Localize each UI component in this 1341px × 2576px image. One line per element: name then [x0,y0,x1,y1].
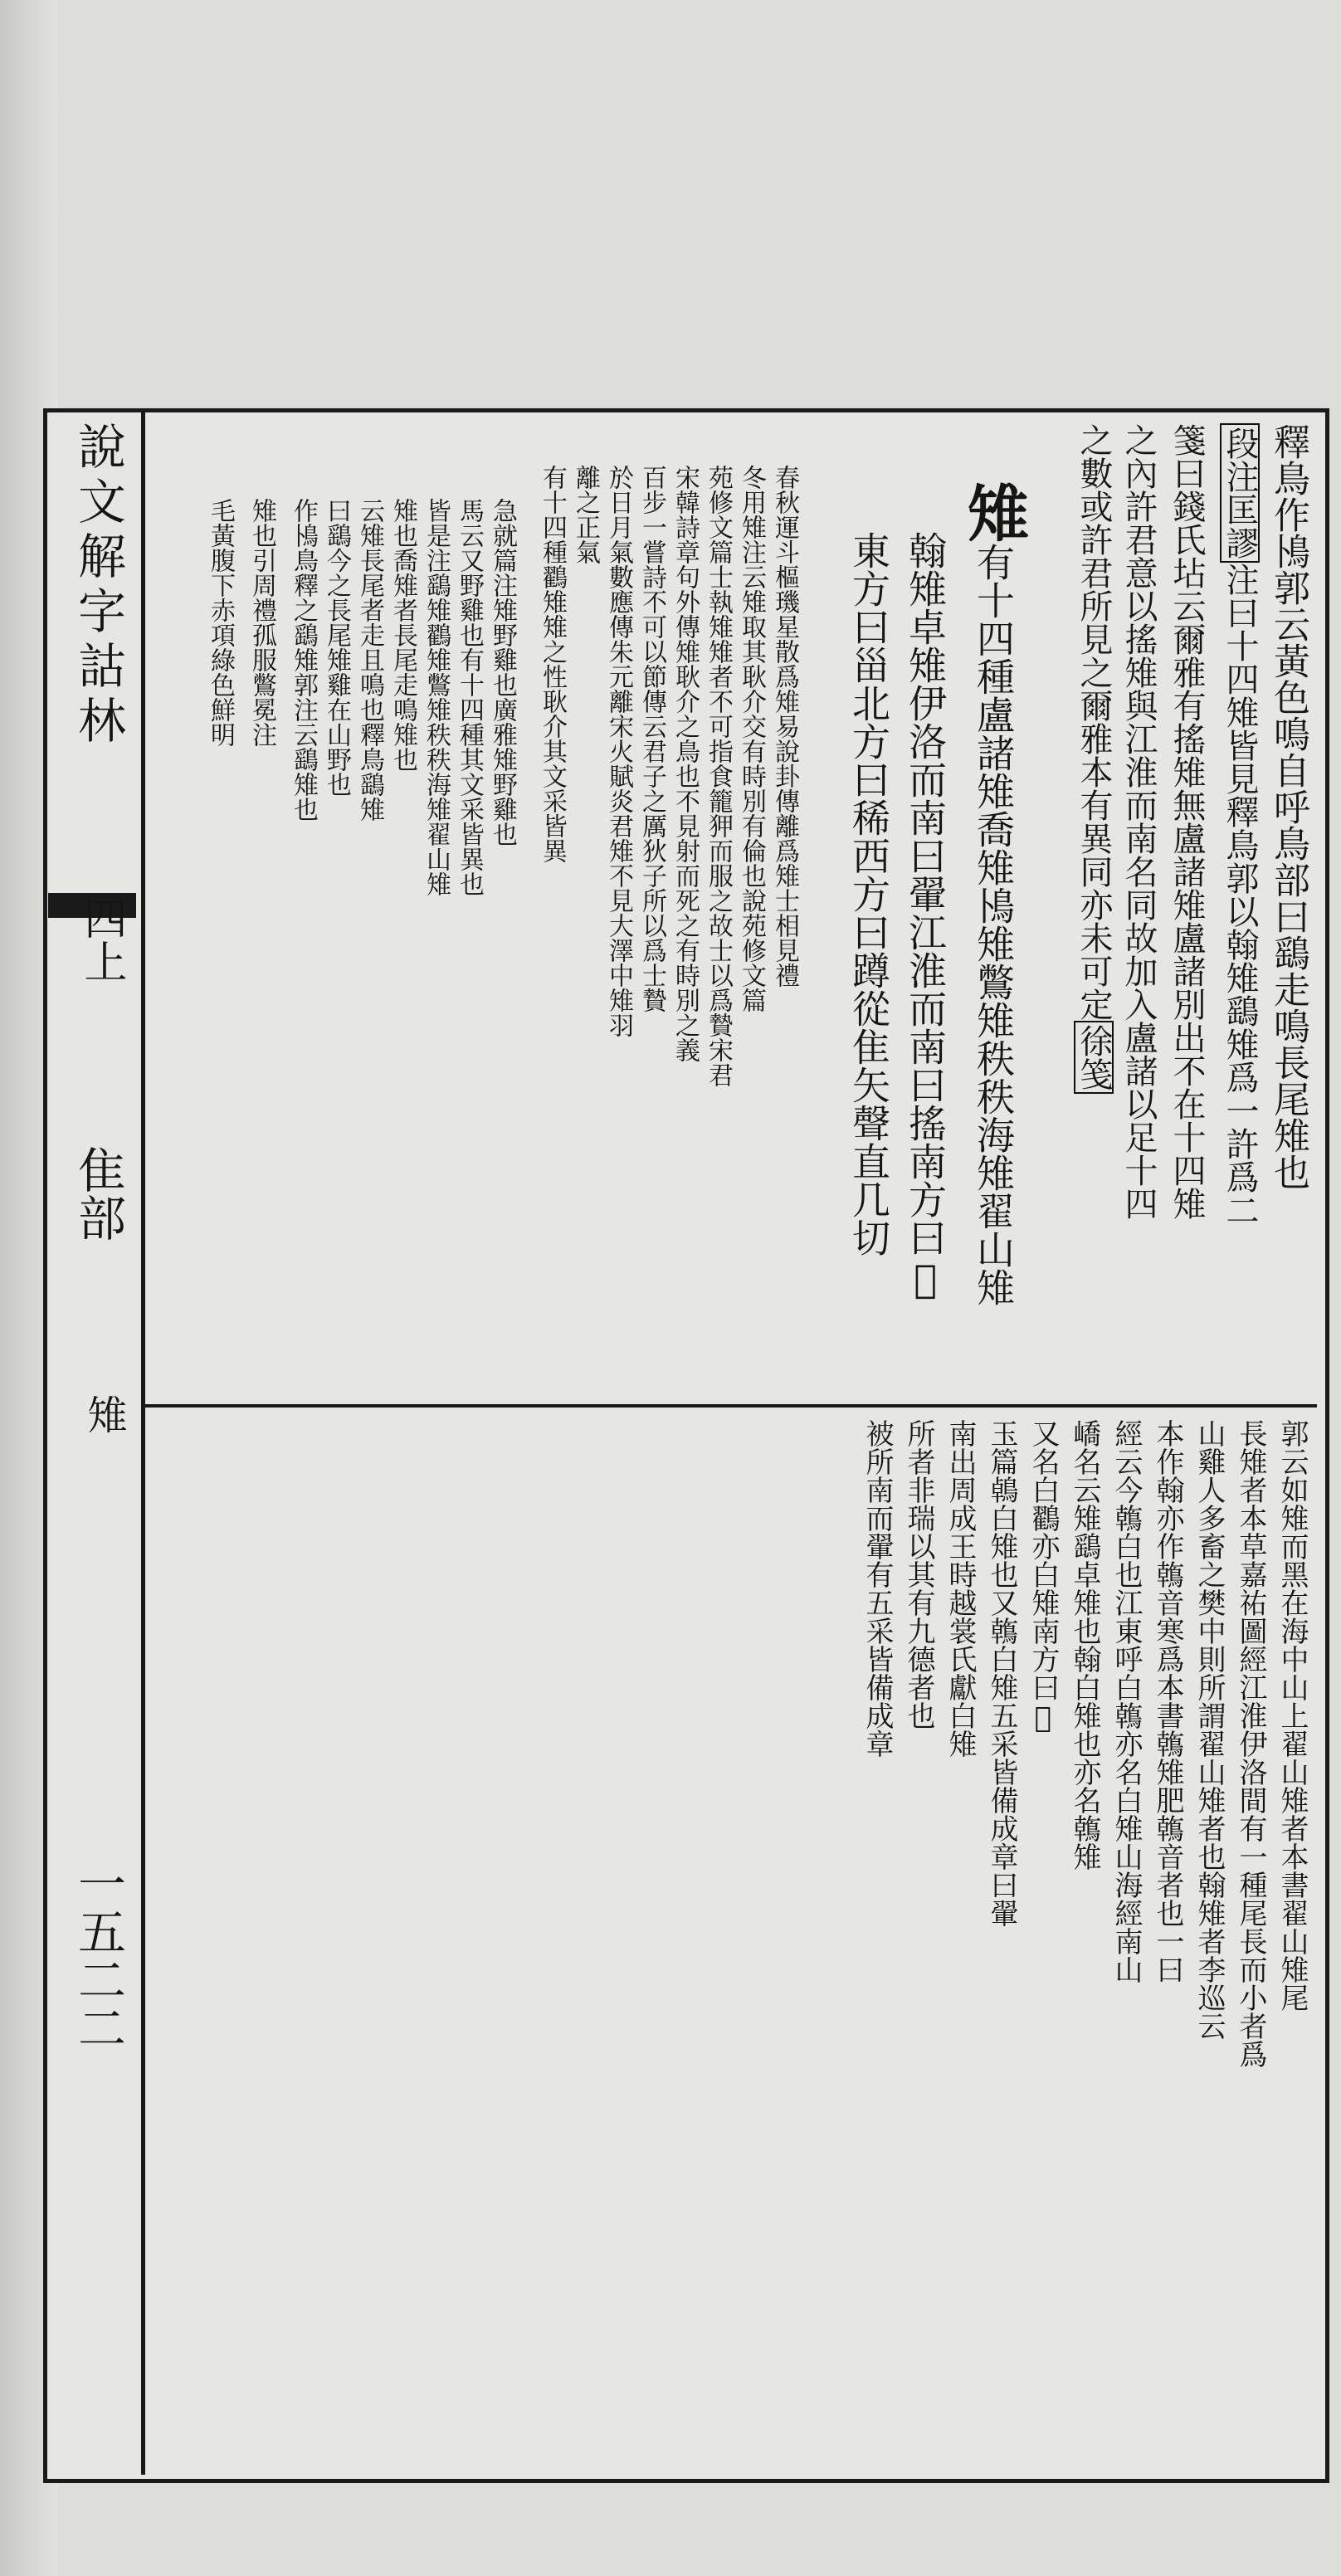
radical-label: 隹部 [70,1145,126,1242]
entry-character: 雉 [80,1394,127,1434]
text-column: 玉篇鵫白雉也又鶾白雉五采皆備成章曰翬 [985,1419,1018,1927]
text-column: 山雞人多畜之樊中則所謂翟山雉者也翰雉者李巡云 [1192,1419,1226,2040]
headword-column: 翰雉卓雉伊洛而南曰翬江淮而南曰搖南方曰𠡠 [903,531,948,1301]
commentary-column: 云雉長尾者走且鳴也釋鳥鷂雉 [355,498,384,822]
text-column: 郭云如雉而黑在海中山上翟山雉者本書翟山雉尾 [1275,1419,1309,2012]
commentary-column: 冬用雉注云雉取其耿介交有時別有倫也說苑修文篇 [737,465,766,1012]
text-column: 嶠名云雉鷂卓雉也翰白雉也亦名鶾雉 [1068,1419,1101,1871]
text-column: 南出周成王時越裳氏獻白雉 [944,1419,977,1758]
commentary-column: 曰鷂今之長尾雉雞在山野也 [322,498,351,797]
text-column: 之內許君意以搖雉與江淮而南名同故加入盧諸以足十四 [1119,423,1158,1220]
commentary-column: 雉也引周禮孤服鷩冕注 [247,498,276,747]
commentary-column: 馬云又野雞也有十四種其文采皆異也 [455,498,484,896]
commentary-column: 作鳪鳥釋之鷂雉郭注云鷂雉也 [289,498,318,822]
commentary-column: 宋韓詩章句外傳雉耿介之鳥也不見射而死之有時別之義 [670,465,700,1062]
commentary-column: 苑修文篇士執雉雉者不可指食籠狎而服之故士以爲贄宋君 [704,465,733,1087]
text-column: 經云今鶾白也江東呼白鶾亦名白雉山海經南山 [1109,1419,1143,1983]
commentary-column: 於日月氣數應傳朱元離宋火賦炎君雉不見大澤中雉羽 [604,465,633,1037]
text-column [1074,423,1114,1386]
commentary-column: 皆是注鷂雉鸐雉鷩雉秩秩海雉翟山雉 [422,498,451,896]
section-divider [145,1404,1317,1408]
text-column: 箋曰錢氏坫云爾雅有搖雉無盧諸雉盧諸別出不在十四雉 [1168,423,1206,1220]
text-column: 本作翰亦作鶾音寒爲本書鶾雉肥鶾音者也一曰 [1151,1419,1184,1983]
text-run: 之數或許君所見之爾雅本有異同亦未可定 [1075,423,1113,1021]
commentary-column: 雉也喬雉者長尾走鳴雉也 [388,498,417,772]
headword-definition: 有十四種盧諸雉喬雉鳪雉鷩雉秩秩海雉翟山雉 [971,543,1016,1306]
page-number: 一五二二 [70,1859,126,2052]
text-column: 釋鳥作鳪郭云黃色鳴自呼鳥部曰鷂走鳴長尾雉也 [1267,423,1309,1190]
book-title: 說文解字詁林 [70,422,126,750]
commentary-column: 離之正氣 [571,465,600,564]
seal-mark: 徐笺 [1074,1021,1114,1094]
text-run: 注曰十四雉皆見釋鳥郭以翰雉鷂雉爲一許爲二 [1221,563,1259,1227]
text-column: 長雉者本草嘉祐圖經江淮伊洛間有一種尾長而小者爲 [1234,1419,1267,2068]
headword-column: 東方曰甾北方曰稀西方曰蹲從隹矢聲直几切 [846,531,891,1256]
commentary-column: 毛黃腹下赤項綠色鮮明 [206,498,235,747]
text-column: 被所南而翬有五采皆備成章 [861,1419,894,1758]
juan-label: 四上 [76,896,126,983]
headword: 雉 [958,481,1029,543]
commentary-column: 急就篇注雉野雞也廣雅雉野雞也 [488,498,517,846]
commentary-column: 有十四種鸐雉雉之性耿介其文采皆異 [538,465,567,863]
text-column: 所者非瑞以其有九德者也 [902,1419,935,1730]
commentary-column: 春秋運斗樞璣星散爲雉易說卦傳離爲雉士相見禮 [770,465,799,988]
source-label: 段注匡謬 [1220,423,1260,563]
headword-column [958,481,1029,1394]
text-column [1220,423,1260,1386]
text-column: 又名白鸐亦白雉南方曰𠡠 [1026,1419,1060,1734]
commentary-column: 百步一嘗詩不可以節傳云君子之厲狄子所以爲士贄 [637,465,666,1012]
